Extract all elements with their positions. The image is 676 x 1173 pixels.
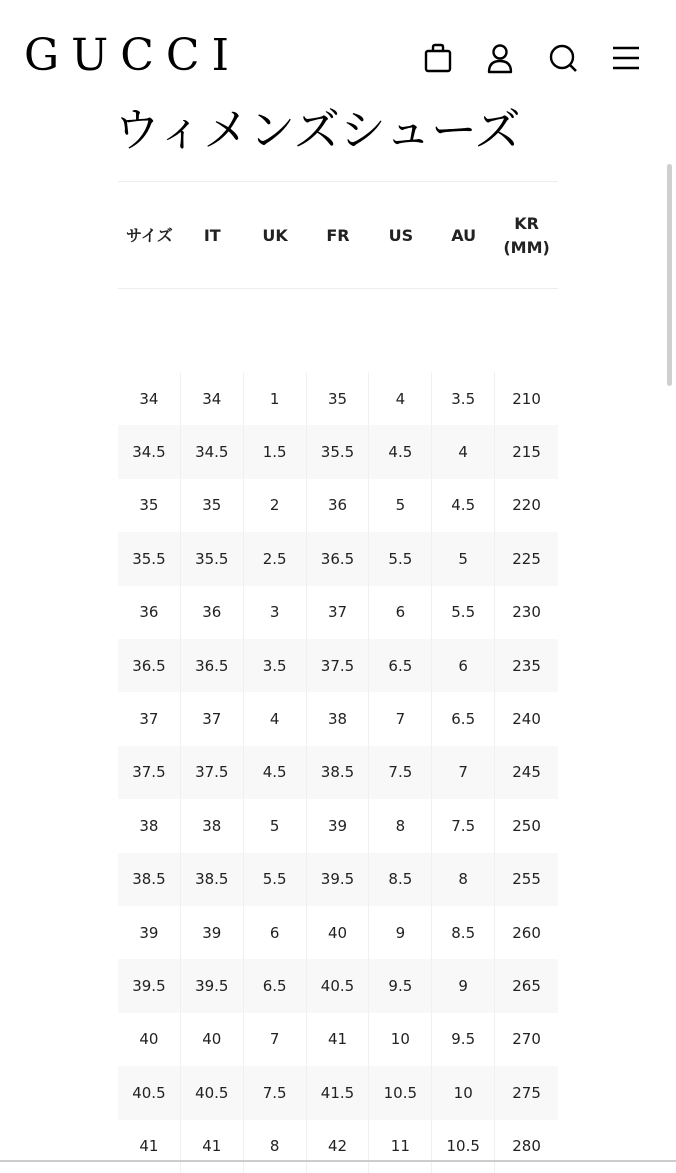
table-cell: 9	[432, 959, 495, 1012]
table-cell: 255	[512, 870, 541, 889]
site-header	[0, 0, 676, 100]
table-cell: 39.5	[181, 959, 244, 1012]
table-cell: 38.5	[181, 853, 244, 906]
table-cell: 275	[512, 1083, 541, 1102]
menu-icon[interactable]	[608, 38, 644, 78]
table-row	[118, 1066, 558, 1119]
table-cell: 11	[369, 1120, 432, 1173]
table-cell: 5.5	[244, 853, 307, 906]
table-cell: 1.5	[244, 425, 307, 478]
table-cell: 8.5	[369, 853, 432, 906]
table-cell: 225	[512, 549, 541, 568]
table-cell: 10	[369, 1013, 432, 1066]
column-header: UK	[262, 226, 288, 245]
column-header: AU	[451, 226, 477, 245]
table-cell: 36	[307, 479, 370, 532]
table-cell: 34.5	[181, 425, 244, 478]
table-cell: 37.5	[307, 639, 370, 692]
search-icon[interactable]	[545, 38, 581, 78]
shopping-bag-icon[interactable]	[420, 38, 456, 78]
header-icons	[420, 38, 650, 78]
table-cell: 37.5	[118, 746, 181, 799]
table-cell: 35.5	[181, 532, 244, 585]
table-cell: 2.5	[244, 532, 307, 585]
table-cell: 1	[244, 372, 307, 425]
table-cell: 35	[118, 479, 181, 532]
table-cell: 7.5	[369, 746, 432, 799]
table-row	[118, 425, 558, 478]
table-cell: 10.5	[369, 1066, 432, 1119]
table-cell: 5.5	[432, 586, 495, 639]
table-cell: 39.5	[118, 959, 181, 1012]
table-cell: 7	[369, 692, 432, 745]
table-cell: 40.5	[307, 959, 370, 1012]
table-cell: 4	[369, 372, 432, 425]
table-header-divider	[118, 288, 558, 289]
table-cell: 260	[512, 923, 541, 942]
table-cell: 37	[307, 586, 370, 639]
table-row	[118, 372, 558, 425]
table-cell: 38	[118, 799, 181, 852]
table-cell: 270	[512, 1030, 541, 1049]
table-cell: 9.5	[432, 1013, 495, 1066]
table-cell: 5	[369, 479, 432, 532]
table-cell: 34.5	[118, 425, 181, 478]
column-header: FR	[326, 226, 350, 245]
table-cell: 41.5	[307, 1066, 370, 1119]
table-cell: 3.5	[432, 372, 495, 425]
table-cell: 9.5	[369, 959, 432, 1012]
table-row	[118, 639, 558, 692]
table-row	[118, 1120, 558, 1173]
table-cell: 6.5	[244, 959, 307, 1012]
table-cell: 36.5	[307, 532, 370, 585]
table-cell: 6.5	[432, 692, 495, 745]
table-cell: 35.5	[118, 532, 181, 585]
table-cell: 9	[369, 906, 432, 959]
table-row	[118, 746, 558, 799]
column-header: KR (MM)	[503, 214, 550, 257]
table-cell: 5	[432, 532, 495, 585]
table-cell: 38	[181, 799, 244, 852]
table-cell: 4	[244, 692, 307, 745]
table-row	[118, 959, 558, 1012]
table-cell: 210	[512, 389, 541, 408]
table-cell: 4.5	[244, 746, 307, 799]
user-icon[interactable]	[482, 38, 518, 78]
table-cell: 39	[181, 906, 244, 959]
table-cell: 245	[512, 763, 541, 782]
table-cell: 8	[369, 799, 432, 852]
table-row	[118, 1013, 558, 1066]
table-cell: 38	[307, 692, 370, 745]
table-cell: 4.5	[432, 479, 495, 532]
table-cell: 39	[307, 799, 370, 852]
table-cell: 7.5	[432, 799, 495, 852]
table-cell: 235	[512, 656, 541, 675]
column-header: IT	[203, 226, 221, 245]
table-cell: 8	[244, 1120, 307, 1173]
column-header: サイズ	[126, 226, 173, 245]
table-cell: 5.5	[369, 532, 432, 585]
table-cell: 36.5	[181, 639, 244, 692]
column-header: US	[388, 226, 414, 245]
page-title: ウィメンズシューズ	[114, 103, 521, 157]
table-row	[118, 479, 558, 532]
table-cell: 215	[512, 443, 541, 462]
table-cell: 240	[512, 710, 541, 729]
table-cell: 34	[118, 372, 181, 425]
table-cell: 4.5	[369, 425, 432, 478]
table-cell: 6	[432, 639, 495, 692]
table-cell: 280	[512, 1137, 541, 1156]
size-table-header	[118, 184, 558, 288]
table-cell: 6	[244, 906, 307, 959]
table-cell: 41	[307, 1013, 370, 1066]
table-cell: 40.5	[118, 1066, 181, 1119]
table-cell: 230	[512, 603, 541, 622]
table-cell: 37	[118, 692, 181, 745]
table-cell: 35	[307, 372, 370, 425]
table-cell: 3.5	[244, 639, 307, 692]
table-cell: 34	[181, 372, 244, 425]
table-cell: 250	[512, 816, 541, 835]
table-cell: 220	[512, 496, 541, 515]
table-cell: 5	[244, 799, 307, 852]
table-cell: 7	[244, 1013, 307, 1066]
table-cell: 265	[512, 977, 541, 996]
table-row	[118, 586, 558, 639]
table-cell: 8	[432, 853, 495, 906]
table-cell: 40	[307, 906, 370, 959]
table-cell: 39	[118, 906, 181, 959]
table-cell: 10.5	[432, 1120, 495, 1173]
table-cell: 8.5	[432, 906, 495, 959]
table-cell: 35.5	[307, 425, 370, 478]
table-cell: 39.5	[307, 853, 370, 906]
table-cell: 7.5	[244, 1066, 307, 1119]
table-cell: 37.5	[181, 746, 244, 799]
table-cell: 40.5	[181, 1066, 244, 1119]
table-row	[118, 906, 558, 959]
table-cell: 37	[181, 692, 244, 745]
table-cell: 38.5	[118, 853, 181, 906]
table-row	[118, 853, 558, 906]
table-cell: 6.5	[369, 639, 432, 692]
table-cell: 36	[181, 586, 244, 639]
table-row	[118, 692, 558, 745]
table-cell: 41	[181, 1120, 244, 1173]
table-cell: 41	[118, 1120, 181, 1173]
table-cell: 40	[181, 1013, 244, 1066]
table-cell: 40	[118, 1013, 181, 1066]
scrollbar[interactable]	[667, 164, 672, 386]
table-cell: 36	[118, 586, 181, 639]
table-cell: 3	[244, 586, 307, 639]
table-top-divider	[118, 181, 558, 182]
gucci-logo[interactable]: GUCCI	[24, 30, 241, 81]
table-cell: 7	[432, 746, 495, 799]
table-cell: 6	[369, 586, 432, 639]
table-cell: 42	[307, 1120, 370, 1173]
table-row	[118, 799, 558, 852]
table-cell: 2	[244, 479, 307, 532]
table-cell: 35	[181, 479, 244, 532]
table-cell: 38.5	[307, 746, 370, 799]
table-row	[118, 532, 558, 585]
table-cell: 36.5	[118, 639, 181, 692]
table-cell: 4	[432, 425, 495, 478]
table-cell: 10	[432, 1066, 495, 1119]
